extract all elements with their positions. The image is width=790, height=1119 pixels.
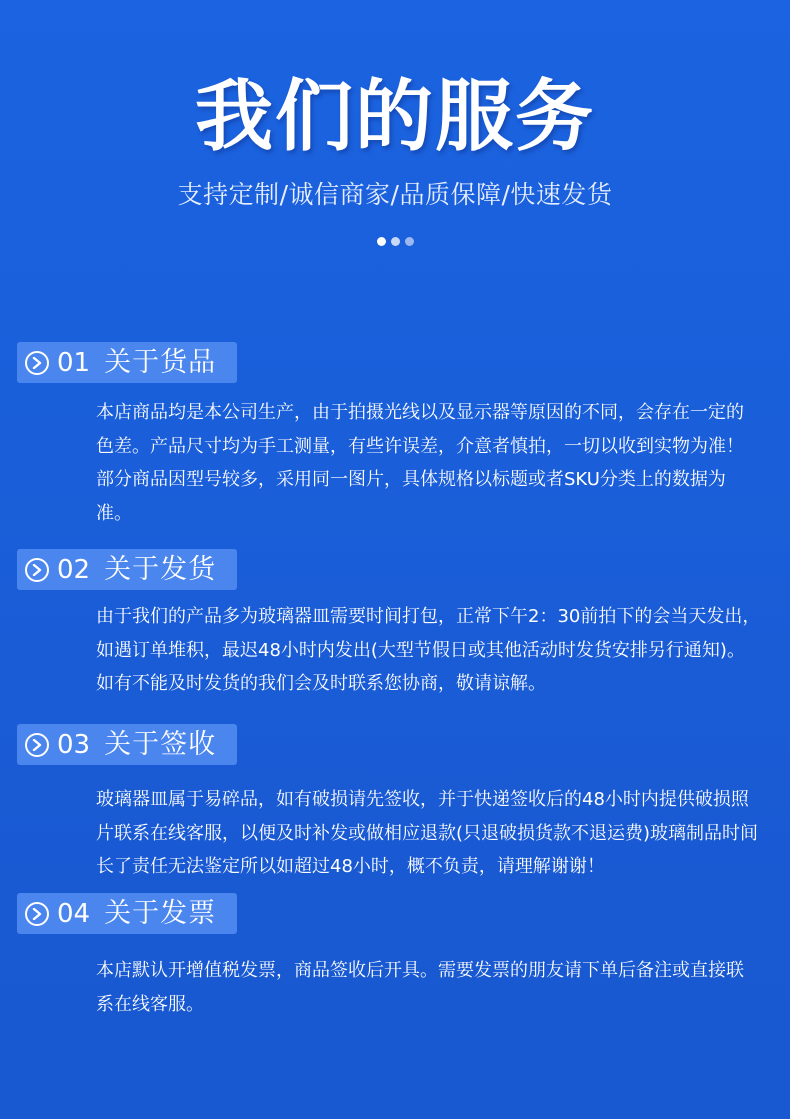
section-title: 关于发票 — [104, 897, 217, 929]
chevron-right-circle-icon — [25, 733, 49, 757]
page-subtitle: 支持定制/诚信商家/品质保障/快速发货 — [177, 180, 613, 209]
dot-indicator — [377, 237, 386, 246]
chevron-right-circle-icon — [25, 558, 49, 582]
section-body-receipt: 玻璃器皿属于易碎品，如有破损请先签收，并于快递签收后的48小时内提供破损照片联系在线客服，以便及时补发或做相应退款(只退破损货款不退运费)玻璃制品时间长了责任无法鉴定所以如超过48小时，概不负责，请理解谢谢！ — [96, 789, 759, 877]
section-title: 关于签收 — [104, 728, 217, 760]
chevron-right-circle-icon — [25, 351, 49, 375]
carousel-dots — [0, 237, 790, 246]
section-number: 01 — [57, 347, 91, 378]
section-header-receipt — [17, 724, 237, 765]
section-number: 03 — [57, 729, 91, 760]
chevron-right-circle-icon — [25, 902, 49, 926]
section-header-invoice — [17, 893, 237, 934]
dot-indicator — [391, 237, 400, 246]
section-body-shipping: 由于我们的产品多为玻璃器皿需要时间打包，正常下午2：30前拍下的会当天发出，如遇订单堆积，最迟48小时内发出(大型节假日或其他活动时发货安排另行通知)。如有不能及时发货的我们会及时联系您协商，敬请谅解。 — [96, 606, 761, 694]
page-title: 我们的服务 — [194, 72, 595, 162]
section-header-shipping — [17, 549, 237, 590]
dot-indicator — [405, 237, 414, 246]
section-body-invoice: 本店默认开增值税发票，商品签收后开具。需要发票的朋友请下单后备注或直接联系在线客服。 — [96, 960, 744, 1015]
section-header-goods — [17, 342, 237, 383]
section-number: 04 — [57, 898, 91, 929]
section-title: 关于发货 — [104, 553, 217, 585]
section-body-goods: 本店商品均是本公司生产，由于拍摄光线以及显示器等原因的不同，会存在一定的色差。产品尺寸均为手工测量，有些许误差，介意者慎拍，一切以收到实物为准！部分商品因型号较多，采用同一图片，具体规格以标题或者SKU分类上的数据为准。 — [96, 402, 744, 524]
section-number: 02 — [57, 554, 91, 585]
section-title: 关于货品 — [104, 346, 217, 378]
